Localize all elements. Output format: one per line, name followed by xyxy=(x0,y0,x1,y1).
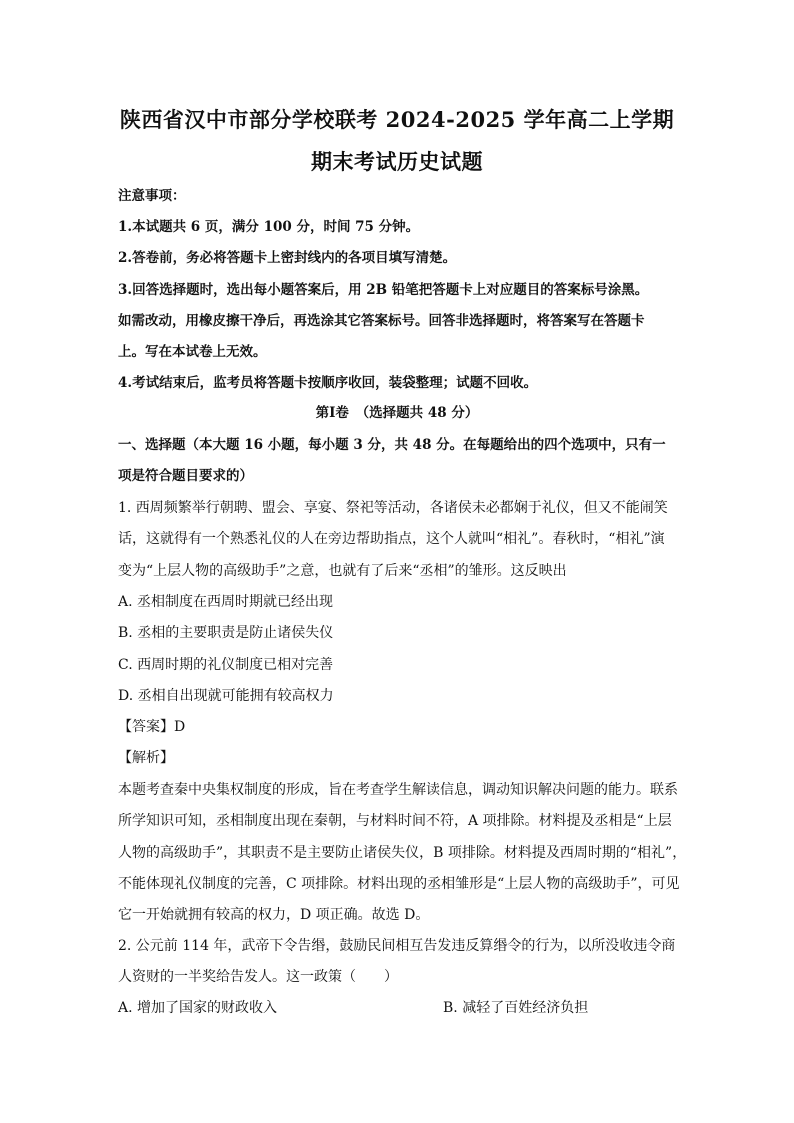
notice-item: 1.本试题共 6 页，满分 100 分，时间 75 分钟。 xyxy=(118,219,420,235)
question-stem: 话，这就得有一个熟悉礼仪的人在旁边帮助指点，这个人就叫“相礼”。春秋时，“相礼”演 xyxy=(118,531,665,547)
option-a: A. 增加了国家的财政收入 xyxy=(118,1000,278,1016)
analysis-text: 不能体现礼仪制度的完善，C 项排除。材料出现的丞相雏形是“上层人物的高级助手”，可见 xyxy=(118,876,680,892)
answer-label: 【答案】D xyxy=(118,719,186,735)
option-a: A. 丞相制度在西周时期就已经出现 xyxy=(118,594,334,610)
option-c: C. 西周时期的礼仪制度已相对完善 xyxy=(118,657,334,673)
question-stem: 人资财的一半奖给告发人。这一政策（ ） xyxy=(118,969,398,985)
exam-title-line2: 期末考试历史试题 xyxy=(311,149,483,174)
analysis-text: 本题考查秦中央集权制度的形成，旨在考查学生解读信息，调动知识解决问题的能力。联系 xyxy=(118,782,678,798)
part-heading: 第Ⅰ卷 （选择题共 48 分） xyxy=(315,405,479,421)
notice-item: 2.答卷前，务必将答题卡上密封线内的各项目填写清楚。 xyxy=(118,250,457,266)
notice-heading: 注意事项： xyxy=(118,188,186,204)
notice-item: 上。写在本试卷上无效。 xyxy=(118,344,267,360)
analysis-text: 它一开始就拥有较高的权力，D 项正确。故选 D。 xyxy=(118,907,430,923)
question-stem: 变为“上层人物的高级助手”之意，也就有了后来“丞相”的雏形。这反映出 xyxy=(118,563,567,579)
analysis-heading: 【解析】 xyxy=(118,750,174,766)
question-stem: 2. 公元前 114 年，武帝下令告缗，鼓励民间相互告发违反算缗令的行为，以所没收违令商 xyxy=(118,938,676,954)
option-b: B. 减轻了百姓经济负担 xyxy=(443,1000,589,1016)
section-heading: 一、选择题（本大题 16 小题，每小题 3 分，共 48 分。在每题给出的四个选项中，只有一 xyxy=(118,437,666,453)
notice-item: 3.回答选择题时，选出每小题答案后，用 2B 铅笔把答题卡上对应题目的答案标号涂黑。 xyxy=(118,282,649,298)
option-b: B. 丞相的主要职责是防止诸侯失仪 xyxy=(118,625,334,641)
question-stem: 1. 西周频繁举行朝聘、盟会、享宴、祭祀等活动，各诸侯未必都娴于礼仪，但又不能闹笑 xyxy=(118,500,668,516)
option-d: D. 丞相自出现就可能拥有较高权力 xyxy=(118,688,334,704)
notice-item: 4.考试结束后，监考员将答题卡按顺序收回，装袋整理；试题不回收。 xyxy=(118,375,538,391)
section-heading: 项是符合题目要求的） xyxy=(118,468,253,484)
analysis-text: 所学知识可知，丞相制度出现在秦朝，与材料时间不符，A 项排除。材料提及丞相是“上层 xyxy=(118,813,672,829)
analysis-text: 人物的高级助手”，其职责不是主要防止诸侯失仪，B 项排除。材料提及西周时期的“相礼”， xyxy=(118,845,687,861)
notice-item: 如需改动，用橡皮擦干净后，再选涂其它答案标号。回答非选择题时，将答案写在答题卡 xyxy=(118,313,645,329)
exam-title-line1: 陕西省汉中市部分学校联考 2024-2025 学年高二上学期 xyxy=(119,107,675,132)
